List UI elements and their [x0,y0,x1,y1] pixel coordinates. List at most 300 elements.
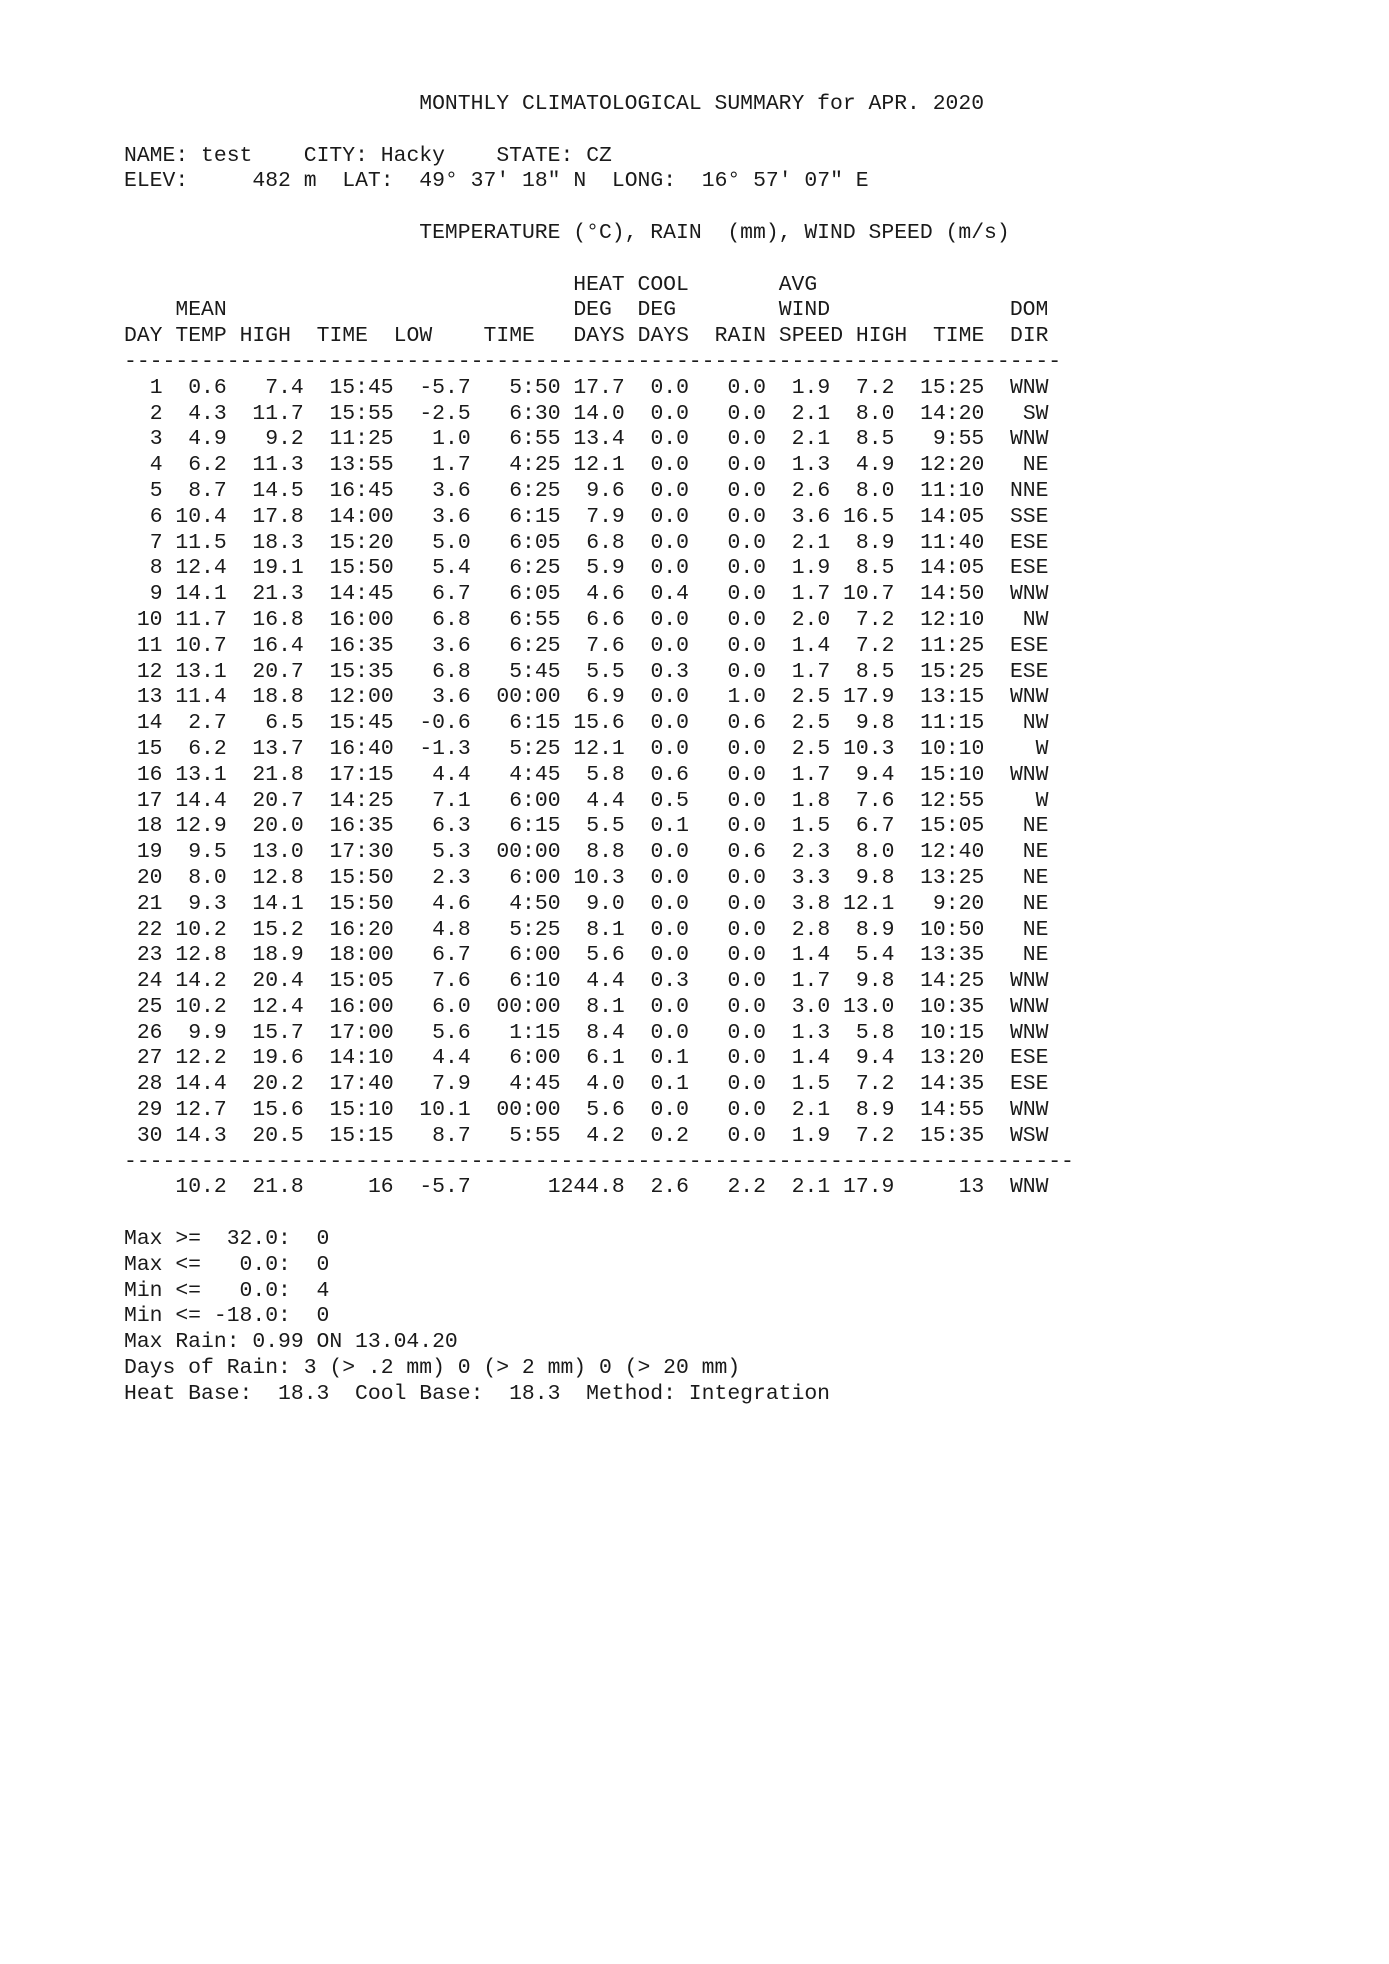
low-time-cell: 4:25 [509,453,561,478]
wind-high-cell: 7.2 [855,375,895,400]
summary-high-time-cell: 16 [367,1175,394,1200]
cool-deg-days-cell: 0.3 [650,659,689,684]
table-row [124,402,1344,428]
table-row [124,660,1344,686]
high-time-cell: 15:50 [329,865,394,890]
high-time-cell: 15:05 [329,969,394,994]
column-header: DAYS [573,324,625,349]
wind-high-cell: 9.8 [855,865,895,890]
column-header: LOW [393,324,433,349]
low-temp-cell: 7.9 [432,1072,471,1097]
blank-line [124,247,1344,273]
avg-wind-speed-cell: 3.0 [791,994,831,1019]
station-line-2 [124,169,1344,195]
cool-deg-days-cell: 0.1 [650,1046,689,1071]
high-temp-cell: 11.7 [252,401,304,426]
column-header: HIGH [855,324,908,349]
rain-cell: 0.0 [727,633,766,658]
rain-cell: 0.0 [727,375,766,400]
wind-high-cell: 8.9 [855,530,895,555]
low-time-cell: 6:00 [509,865,561,890]
avg-wind-speed-cell: 1.7 [791,762,831,787]
avg-wind-speed-cell: 1.5 [791,1072,831,1097]
table-row [124,840,1344,866]
rain-cell: 0.0 [727,969,766,994]
mean-temp-cell: 6.2 [188,453,227,478]
table-row [124,711,1344,737]
rain-cell: 0.0 [727,814,766,839]
dom-dir-cell: WSW [1009,1123,1049,1148]
wind-high-cell: 7.6 [855,788,895,813]
low-temp-cell: 2.3 [432,865,471,890]
column-header: DAY [124,324,163,349]
heat-deg-days-cell: 8.8 [586,840,625,865]
low-temp-cell: 6.7 [432,582,471,607]
high-time-cell: 13:55 [329,453,394,478]
high-temp-cell: 19.1 [252,556,304,581]
avg-wind-speed-cell: 2.1 [791,530,831,555]
low-temp-cell: 8.7 [432,1123,471,1148]
cool-deg-days-cell: 0.0 [650,478,689,503]
rain-cell: 0.0 [727,556,766,581]
dom-dir-cell: W [1035,788,1049,813]
high-temp-cell: 18.3 [252,530,304,555]
cool-deg-days-cell: 0.0 [650,453,689,478]
high-temp-cell: 20.7 [252,659,304,684]
low-temp-cell: 3.6 [432,685,471,710]
wind-high-cell: 7.2 [855,1123,895,1148]
heat-deg-days-cell: 5.5 [586,659,625,684]
mean-temp-cell: 10.7 [175,633,227,658]
table-row [124,1021,1344,1047]
high-time-cell: 14:10 [329,1046,394,1071]
day-cell: 24 [136,969,163,994]
wind-high-time-cell: 14:25 [920,969,985,994]
rain-cell: 0.0 [727,788,766,813]
rain-cell: 0.0 [727,1046,766,1071]
footer-line [124,1330,1344,1356]
cool-deg-days-cell: 0.0 [650,685,689,710]
rule-line [124,1150,1344,1176]
cool-deg-days-cell: 0.6 [650,762,689,787]
mean-temp-cell: 9.9 [188,1020,227,1045]
wind-high-time-cell: 10:10 [920,736,985,761]
low-temp-cell: 4.8 [432,917,471,942]
low-temp-cell: -0.6 [419,711,471,736]
cool-deg-days-cell: 0.1 [650,814,689,839]
day-cell: 18 [136,814,163,839]
table-row [124,1046,1344,1072]
footer-line [124,1279,1344,1305]
high-temp-cell: 21.8 [252,762,304,787]
station-city: Hacky [380,143,445,168]
low-time-cell: 6:55 [509,607,561,632]
table-header-row [124,273,1344,299]
heat-deg-days-cell: 6.9 [586,685,625,710]
avg-wind-speed-cell: 1.3 [791,453,831,478]
heat-deg-days-cell: 14.0 [573,401,625,426]
low-time-cell: 00:00 [496,1098,561,1123]
low-temp-cell: 5.3 [432,840,471,865]
day-cell: 12 [136,659,163,684]
low-time-cell: 4:45 [509,762,561,787]
cool-deg-days-cell: 0.0 [650,401,689,426]
dom-dir-cell: WNW [1009,582,1049,607]
summary-mean-temp-cell: 10.2 [175,1175,227,1200]
table-row [124,634,1344,660]
heat-deg-days-cell: 15.6 [573,711,625,736]
high-time-cell: 15:10 [329,1098,394,1123]
station-name: test [201,143,253,168]
table-row [124,453,1344,479]
wind-high-time-cell: 14:55 [920,1098,985,1123]
high-temp-cell: 20.2 [252,1072,304,1097]
table-row [124,1098,1344,1124]
dom-dir-cell: NE [1022,865,1049,890]
day-cell: 28 [136,1072,163,1097]
rain-cell: 0.0 [727,659,766,684]
low-time-cell: 6:15 [509,711,561,736]
avg-wind-speed-cell: 2.3 [791,840,831,865]
day-cell: 26 [136,1020,163,1045]
high-time-cell: 17:15 [329,762,394,787]
low-time-cell: 00:00 [496,994,561,1019]
column-header: DIR [1009,324,1049,349]
dom-dir-cell: ESE [1009,530,1049,555]
wind-high-time-cell: 11:15 [920,711,985,736]
wind-high-cell: 6.7 [855,814,895,839]
table-row [124,582,1344,608]
heat-deg-days-cell: 8.4 [586,1020,625,1045]
day-cell: 14 [136,711,163,736]
wind-high-cell: 8.0 [855,840,895,865]
day-cell: 21 [136,891,163,916]
dom-dir-cell: NW [1022,607,1049,632]
cool-deg-days-cell: 0.0 [650,375,689,400]
mean-temp-cell: 11.5 [175,530,227,555]
footer-line [124,1227,1344,1253]
wind-high-time-cell: 15:25 [920,659,985,684]
low-temp-cell: 5.4 [432,556,471,581]
avg-wind-speed-cell: 1.9 [791,375,831,400]
table-row [124,892,1344,918]
table-row [124,1072,1344,1098]
table-row [124,918,1344,944]
footer-text: Max >= 32.0: 0 [124,1227,330,1252]
mean-temp-cell: 13.1 [175,659,227,684]
column-header: DAYS [637,324,689,349]
mean-temp-cell: 0.6 [188,375,227,400]
heat-deg-days-cell: 12.1 [573,736,625,761]
wind-high-cell: 8.9 [855,1098,895,1123]
table-row [124,814,1344,840]
low-time-cell: 6:00 [509,1046,561,1071]
wind-high-cell: 5.8 [855,1020,895,1045]
high-temp-cell: 12.4 [252,994,304,1019]
high-time-cell: 14:45 [329,582,394,607]
high-temp-cell: 21.3 [252,582,304,607]
cool-deg-days-cell: 0.0 [650,427,689,452]
low-time-cell: 00:00 [496,840,561,865]
cool-deg-days-cell: 0.0 [650,891,689,916]
column-header: TIME [483,324,535,349]
wind-high-time-cell: 14:05 [920,504,985,529]
low-time-cell: 6:05 [509,582,561,607]
dom-dir-cell: WNW [1009,427,1049,452]
divider: ------------------------------------------------------------------------- [124,349,1062,374]
lat-label: LAT: [342,169,394,194]
station-elev: 482 m [252,169,317,194]
column-header: DEG [573,298,612,323]
day-cell: 6 [149,504,163,529]
wind-high-time-cell: 10:35 [920,994,985,1019]
day-cell: 3 [149,427,163,452]
heat-deg-days-cell: 12.1 [573,453,625,478]
high-time-cell: 11:25 [329,427,394,452]
high-time-cell: 15:15 [329,1123,394,1148]
dom-dir-cell: NE [1022,453,1049,478]
low-temp-cell: 4.4 [432,762,471,787]
avg-wind-speed-cell: 1.8 [791,788,831,813]
high-temp-cell: 14.5 [252,478,304,503]
low-time-cell: 6:05 [509,530,561,555]
low-temp-cell: 3.6 [432,478,471,503]
dom-dir-cell: ESE [1009,556,1049,581]
avg-wind-speed-cell: 1.7 [791,582,831,607]
table-row [124,427,1344,453]
footer-line [124,1304,1344,1330]
rain-cell: 0.0 [727,1123,766,1148]
wind-high-cell: 9.8 [855,711,895,736]
wind-high-time-cell: 12:10 [920,607,985,632]
low-temp-cell: 4.4 [432,1046,471,1071]
wind-high-time-cell: 12:40 [920,840,985,865]
summary-low-time-cell: 1 [547,1175,561,1200]
high-temp-cell: 17.8 [252,504,304,529]
rain-cell: 0.0 [727,607,766,632]
low-temp-cell: 6.8 [432,659,471,684]
dom-dir-cell: NE [1022,840,1049,865]
footer-line [124,1382,1344,1408]
wind-high-time-cell: 14:05 [920,556,985,581]
rain-cell: 0.0 [727,762,766,787]
dom-dir-cell: NW [1022,711,1049,736]
low-time-cell: 1:15 [509,1020,561,1045]
mean-temp-cell: 8.0 [188,865,227,890]
avg-wind-speed-cell: 1.9 [791,556,831,581]
day-cell: 30 [136,1123,163,1148]
rain-cell: 0.0 [727,453,766,478]
day-cell: 4 [149,453,163,478]
summary-dom-dir-cell: WNW [1009,1175,1049,1200]
summary-cool-deg-days-cell: 2.6 [650,1175,689,1200]
wind-high-time-cell: 14:50 [920,582,985,607]
rain-cell: 0.0 [727,504,766,529]
high-temp-cell: 20.4 [252,969,304,994]
heat-deg-days-cell: 4.4 [586,969,625,994]
wind-high-cell: 9.4 [855,1046,895,1071]
low-temp-cell: 3.6 [432,504,471,529]
heat-deg-days-cell: 5.8 [586,762,625,787]
wind-high-cell: 12.1 [843,891,895,916]
heat-deg-days-cell: 4.2 [586,1123,625,1148]
summary-wind-high-cell: 17.9 [843,1175,895,1200]
report-title [124,92,1344,118]
heat-deg-days-cell: 5.6 [586,1098,625,1123]
high-time-cell: 16:00 [329,607,394,632]
dom-dir-cell: NE [1022,917,1049,942]
high-temp-cell: 6.5 [265,711,304,736]
low-temp-cell: 6.7 [432,943,471,968]
cool-deg-days-cell: 0.0 [650,840,689,865]
high-temp-cell: 15.6 [252,1098,304,1123]
summary-avg-wind-speed-cell: 2.1 [791,1175,831,1200]
table-row [124,737,1344,763]
low-time-cell: 6:00 [509,788,561,813]
low-time-cell: 6:10 [509,969,561,994]
heat-deg-days-cell: 5.5 [586,814,625,839]
cool-deg-days-cell: 0.0 [650,917,689,942]
low-time-cell: 6:25 [509,633,561,658]
low-temp-cell: -5.7 [419,375,471,400]
mean-temp-cell: 11.7 [175,607,227,632]
dom-dir-cell: SSE [1009,504,1049,529]
avg-wind-speed-cell: 2.1 [791,401,831,426]
table-row [124,556,1344,582]
mean-temp-cell: 14.1 [175,582,227,607]
wind-high-time-cell: 11:10 [920,478,985,503]
heat-deg-days-cell: 6.6 [586,607,625,632]
cool-deg-days-cell: 0.5 [650,788,689,813]
high-temp-cell: 9.2 [265,427,304,452]
wind-high-cell: 9.8 [855,969,895,994]
day-cell: 22 [136,917,163,942]
low-temp-cell: 1.0 [432,427,471,452]
high-temp-cell: 19.6 [252,1046,304,1071]
table-row [124,479,1344,505]
low-temp-cell: -1.3 [419,736,471,761]
dom-dir-cell: WNW [1009,1098,1049,1123]
avg-wind-speed-cell: 2.1 [791,427,831,452]
low-temp-cell: 5.0 [432,530,471,555]
summary-low-temp-cell: -5.7 [419,1175,471,1200]
heat-deg-days-cell: 4.0 [586,1072,625,1097]
footer-text: Heat Base: 18.3 Cool Base: 18.3 Method: Integration [124,1381,831,1406]
blank-line [124,195,1344,221]
mean-temp-cell: 10.2 [175,994,227,1019]
wind-high-time-cell: 12:55 [920,788,985,813]
high-temp-cell: 15.2 [252,917,304,942]
dom-dir-cell: NE [1022,943,1049,968]
avg-wind-speed-cell: 1.4 [791,943,831,968]
high-temp-cell: 12.8 [252,865,304,890]
dom-dir-cell: NNE [1009,478,1049,503]
rain-cell: 0.6 [727,840,766,865]
heat-deg-days-cell: 17.7 [573,375,625,400]
wind-high-time-cell: 11:25 [920,633,985,658]
avg-wind-speed-cell: 1.7 [791,969,831,994]
day-cell: 13 [136,685,163,710]
avg-wind-speed-cell: 2.1 [791,1098,831,1123]
table-row [124,531,1344,557]
low-time-cell: 5:45 [509,659,561,684]
rain-cell: 0.0 [727,943,766,968]
high-time-cell: 18:00 [329,943,394,968]
dom-dir-cell: ESE [1009,633,1049,658]
units-caption: TEMPERATURE (°C), RAIN (mm), WIND SPEED (m/s) [419,220,1010,245]
low-temp-cell: 6.8 [432,607,471,632]
low-time-cell: 6:25 [509,556,561,581]
low-time-cell: 6:25 [509,478,561,503]
rule-line [124,350,1344,376]
high-time-cell: 15:55 [329,401,394,426]
day-cell: 11 [136,633,163,658]
avg-wind-speed-cell: 1.7 [791,659,831,684]
high-temp-cell: 20.5 [252,1123,304,1148]
day-cell: 25 [136,994,163,1019]
high-time-cell: 16:20 [329,917,394,942]
low-time-cell: 4:50 [509,891,561,916]
table-row [124,995,1344,1021]
rain-cell: 0.0 [727,478,766,503]
mean-temp-cell: 14.3 [175,1123,227,1148]
low-time-cell: 6:00 [509,943,561,968]
high-temp-cell: 7.4 [265,375,304,400]
high-time-cell: 16:00 [329,994,394,1019]
wind-high-time-cell: 9:55 [932,427,985,452]
rain-cell: 0.0 [727,401,767,426]
heat-deg-days-cell: 8.1 [586,917,625,942]
wind-high-time-cell: 13:35 [920,943,985,968]
heat-deg-days-cell: 9.0 [586,891,625,916]
low-temp-cell: 10.1 [419,1098,471,1123]
mean-temp-cell: 4.3 [188,401,227,426]
dom-dir-cell: WNW [1009,762,1049,787]
dom-dir-cell: ESE [1009,1072,1049,1097]
cool-deg-days-cell: 0.1 [650,1072,689,1097]
rain-cell: 0.0 [727,891,766,916]
wind-high-cell: 8.5 [855,556,895,581]
cool-deg-days-cell: 0.0 [650,530,689,555]
avg-wind-speed-cell: 1.5 [791,814,831,839]
rain-cell: 0.0 [727,736,767,761]
dom-dir-cell: WNW [1009,994,1049,1019]
wind-high-cell: 7.2 [855,633,895,658]
wind-high-cell: 7.2 [855,607,895,632]
avg-wind-speed-cell: 2.6 [791,478,831,503]
day-cell: 10 [136,607,163,632]
wind-high-time-cell: 10:15 [920,1020,985,1045]
low-time-cell: 6:55 [509,427,561,452]
wind-high-cell: 10.3 [843,736,895,761]
table-row [124,943,1344,969]
heat-deg-days-cell: 5.9 [586,556,625,581]
low-time-cell: 5:55 [509,1123,561,1148]
column-header: COOL [637,272,689,297]
climate-summary-report [124,92,1344,1408]
low-time-cell: 5:25 [509,736,561,761]
table-row [124,505,1344,531]
high-temp-cell: 18.8 [252,685,304,710]
name-label: NAME: [124,143,189,168]
low-temp-cell: 7.6 [432,969,471,994]
high-time-cell: 15:50 [329,891,394,916]
station-state: CZ [586,143,612,168]
high-temp-cell: 16.8 [252,607,304,632]
cool-deg-days-cell: 0.0 [650,711,689,736]
day-cell: 16 [136,762,163,787]
footer-text: Min <= 0.0: 4 [124,1278,330,1303]
